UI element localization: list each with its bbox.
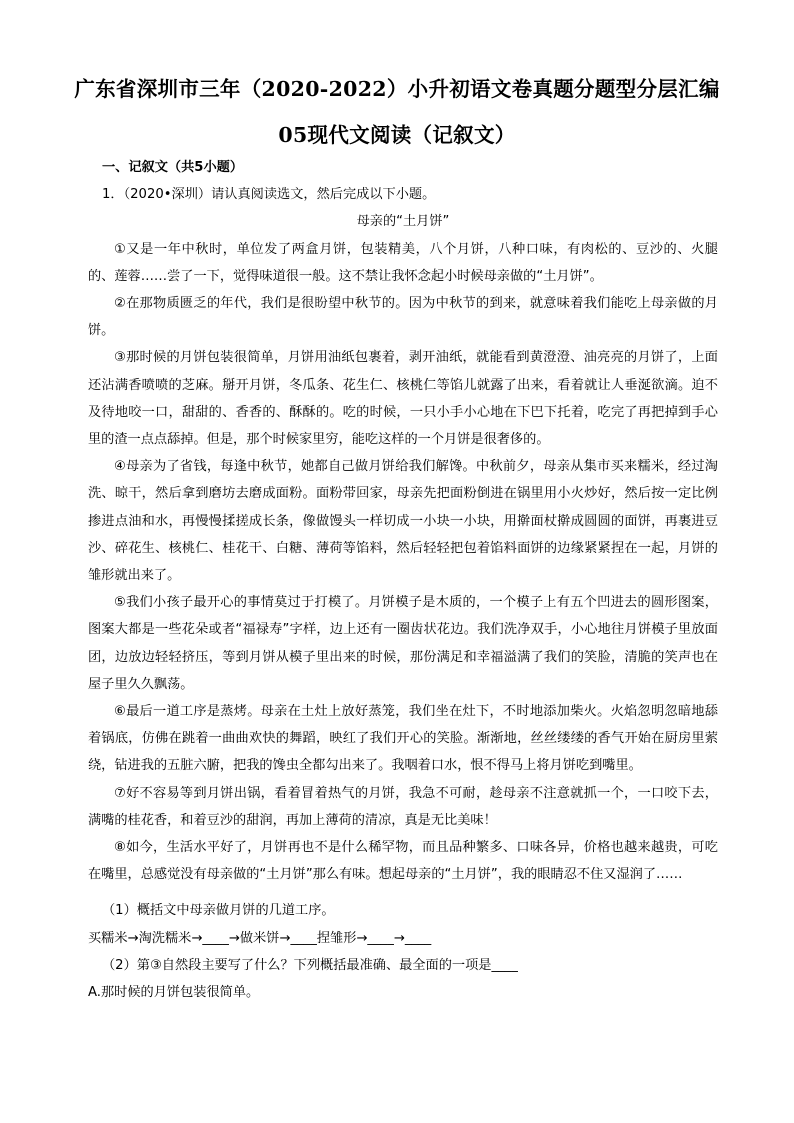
sub-question-1: （1）概括文中母亲做月饼的几道工序。: [102, 903, 335, 919]
paragraph-5: ⑤我们小孩子最开心的事情莫过于打模了。月饼模子是木质的，一个模子上有五个凹进去的圆形图案，图案大都是一些花朵或者“福禄寿”字样，边上还有一圈齿状花边。我们洗净双手，小心地往月饼模子里放面团，边放边轻轻挤压，等到月饼从模子里出来的时候，那份满足和幸福溢满了我们的笑脸，清脆的笑声也在屋子里久久飘荡。: [88, 595, 718, 692]
sub-question-1-fill: 买糯米→淘洗糯米→____→做米饼→____捏雏形→____→____: [88, 930, 432, 946]
passage-title: 母亲的“土月饼”: [356, 214, 450, 230]
paragraph-8: ⑧如今，生活水平好了，月饼再也不是什么稀罕物，而且品种繁多、口味各异，价格也越来越贵，可吃在嘴里，总感觉没有母亲做的“土月饼”那么有味。想起母亲的“土月饼”，我的眼睛忍不住又湿润了……: [88, 840, 718, 883]
section-heading: 一、记叙文（共5小题）: [102, 160, 244, 175]
paragraph-3: ③那时候的月饼包装很简单，月饼用油纸包裹着，剥开油纸，就能看到黄澄澄、油亮亮的月饼了，上面还沾满香喷喷的芝麻。掰开月饼，冬瓜条、花生仁、核桃仁等馅儿就露了出来，看着就让人垂涎欲滴。迫不及待地咬一口，甜甜的、香香的、酥酥的。吃的时候，一只小手小心地在下巴下托着，吃完了再把掉到手心里的渣一点点舔掉。但是，那个时候家里穷，能吃这样的一个月饼是很奢侈的。: [88, 350, 718, 448]
document-body: [88, 150, 718, 1006]
paragraph-4: ④母亲为了省钱，每逢中秋节，她都自己做月饼给我们解馋。中秋前夕，母亲从集市买来糯米，经过淘洗、晾干，然后拿到磨坊去磨成面粉。面粉带回家，母亲先把面粉倒进在锅里用小火炒好，然后按一定比例掺进点油和水，再慢慢揉搓成长条，像做馒头一样切成一小块一小块，用擀面杖擀成圆圆的面饼，再裹进豆沙、碎花生、核桃仁、桂花干、白糖、薄荷等馅料，然后轻轻把包着馅料面饼的边缘紧紧捏在一起，月饼的雏形就出来了。: [88, 459, 718, 584]
option-a: A.那时候的月饼包装很简单。: [88, 985, 260, 1001]
paragraph-7: ⑦好不容易等到月饼出锅，看着冒着热气的月饼，我急不可耐，趁母亲不注意就抓一个，一口咬下去，满嘴的桂花香，和着豆沙的甜润，再加上薄荷的清凉，真是无比美味！: [88, 785, 718, 828]
sub-question-2: （2）第③自然段主要写了什么？下列概括最准确、最全面的一项是____: [102, 957, 518, 973]
paragraph-1: ①又是一年中秋时，单位发了两盒月饼，包装精美，八个月饼，八种口味，有肉松的、豆沙的、火腿的、莲蓉……尝了一下，觉得味道很一般。这不禁让我怀念起小时候母亲做的“土月饼”。: [88, 241, 718, 284]
paragraph-6: ⑥最后一道工序是蒸烤。母亲在土灶上放好蒸笼，我们坐在灶下，不时地添加柴火。火焰忽明忽暗地舔着锅底，仿佛在跳着一曲曲欢快的舞蹈，映红了我们开心的笑脸。渐渐地，丝丝缕缕的香气开始在厨房里萦绕，钻进我的五脏六腑，把我的馋虫全都勾出来了。我咽着口水，恨不得马上将月饼吃到嘴里。: [88, 704, 718, 774]
document-title-line-1: 广东省深圳市三年（2020-2022）小升初语文卷真题分题型分层汇编: [74, 77, 720, 101]
paragraph-2: ②在那物质匮乏的年代，我们是很盼望中秋节的。因为中秋节的到来，就意味着我们能吃上母亲做的月饼。: [88, 296, 718, 339]
document-title-line-2: 05现代文阅读（记叙文）: [278, 123, 516, 147]
question-intro: 1．（2020•深圳）请认真阅读选文，然后完成以下小题。: [102, 187, 436, 203]
